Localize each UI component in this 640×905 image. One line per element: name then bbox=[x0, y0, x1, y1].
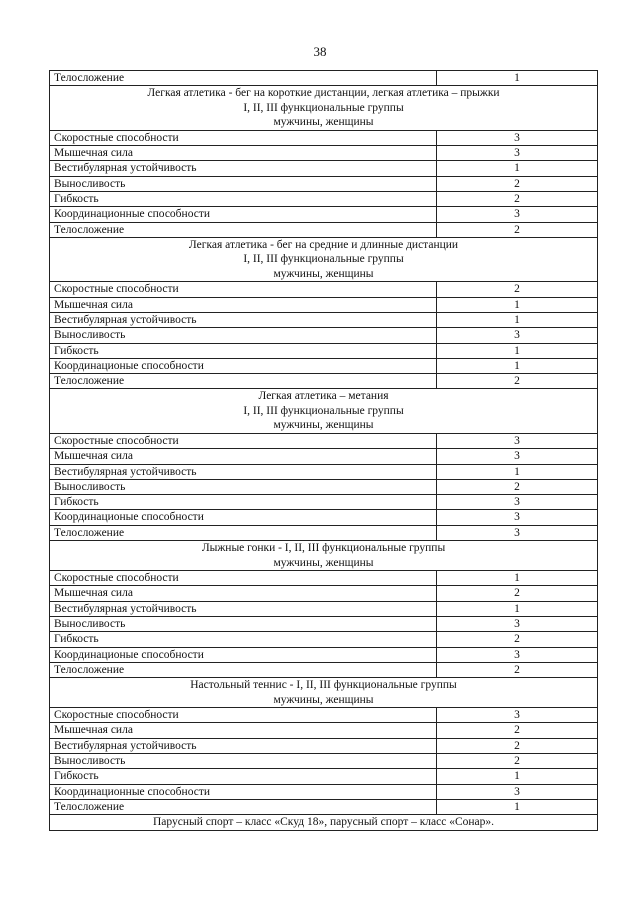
row-value: 3 bbox=[437, 510, 598, 525]
section-header-line: Лыжные гонки - I, II, III функциональные группы bbox=[201, 542, 446, 555]
row-value: 3 bbox=[437, 784, 598, 799]
table-row bbox=[50, 708, 598, 723]
table-row bbox=[50, 525, 598, 540]
footer-row bbox=[50, 815, 598, 831]
sport-abilities-table bbox=[49, 70, 598, 831]
row-value: 3 bbox=[437, 433, 598, 448]
table-row bbox=[50, 358, 598, 373]
table-row bbox=[50, 586, 598, 601]
table-row bbox=[50, 601, 598, 616]
table-row bbox=[50, 738, 598, 753]
row-label: Выносливость bbox=[50, 479, 437, 494]
row-label: Скоростные способности bbox=[50, 282, 437, 297]
row-value: 1 bbox=[437, 161, 598, 176]
row-label: Координационые способности bbox=[50, 647, 437, 662]
row-label: Выносливость bbox=[50, 616, 437, 631]
row-value: 2 bbox=[437, 632, 598, 647]
row-label: Скоростные способности bbox=[50, 571, 437, 586]
row-label: Скоростные способности bbox=[50, 708, 437, 723]
row-value: 3 bbox=[437, 525, 598, 540]
table-row bbox=[50, 464, 598, 479]
row-value: 1 bbox=[437, 71, 598, 86]
section-header-row bbox=[50, 237, 598, 282]
row-value: 3 bbox=[437, 328, 598, 343]
page-number: 38 bbox=[313, 44, 327, 59]
table-row bbox=[50, 479, 598, 494]
table-row bbox=[50, 130, 598, 145]
table-row bbox=[50, 723, 598, 738]
row-value: 2 bbox=[437, 662, 598, 677]
table-row bbox=[50, 312, 598, 327]
table-row bbox=[50, 571, 598, 586]
row-label: Гибкость bbox=[50, 495, 437, 510]
row-value: 3 bbox=[437, 647, 598, 662]
section-header-row bbox=[50, 86, 598, 131]
table-row bbox=[50, 176, 598, 191]
row-value: 2 bbox=[437, 191, 598, 206]
row-value: 3 bbox=[437, 130, 598, 145]
table-row bbox=[50, 343, 598, 358]
row-value: 1 bbox=[437, 601, 598, 616]
section-header-line: I, II, III функциональные группы bbox=[243, 404, 404, 417]
section-header bbox=[50, 389, 598, 434]
row-value: 1 bbox=[437, 343, 598, 358]
row-value: 3 bbox=[437, 449, 598, 464]
row-label: Гибкость bbox=[50, 191, 437, 206]
section-header-line: I, II, III функциональные группы bbox=[243, 101, 404, 114]
row-value: 1 bbox=[437, 312, 598, 327]
table-row bbox=[50, 297, 598, 312]
table-row bbox=[50, 510, 598, 525]
row-label: Вестибулярная устойчивость bbox=[50, 161, 437, 176]
row-value: 1 bbox=[437, 297, 598, 312]
table-row bbox=[50, 328, 598, 343]
table-row bbox=[50, 495, 598, 510]
row-value: 1 bbox=[437, 769, 598, 784]
row-label: Телосложение bbox=[50, 525, 437, 540]
section-header-line: мужчины, женщины bbox=[273, 419, 374, 432]
section-header-line: Настольный теннис - I, II, III функциональные группы bbox=[190, 679, 457, 692]
section-header-line: мужчины, женщины bbox=[273, 267, 374, 280]
row-value: 2 bbox=[437, 222, 598, 237]
table-row bbox=[50, 222, 598, 237]
row-label: Мышечная сила bbox=[50, 723, 437, 738]
row-label: Скоростные способности bbox=[50, 130, 437, 145]
section-header-row bbox=[50, 678, 598, 708]
table-row bbox=[50, 161, 598, 176]
row-label: Мышечная сила bbox=[50, 449, 437, 464]
table-row bbox=[50, 754, 598, 769]
row-label: Вестибулярная устойчивость bbox=[50, 601, 437, 616]
section-header-row bbox=[50, 389, 598, 434]
row-value: 1 bbox=[437, 358, 598, 373]
table-body bbox=[50, 71, 598, 831]
row-label: Координационые способности bbox=[50, 358, 437, 373]
section-header bbox=[50, 86, 598, 131]
footer-text: Парусный спорт – класс «Скуд 18», парусный спорт – класс «Сонар». bbox=[50, 815, 598, 831]
row-value: 3 bbox=[437, 616, 598, 631]
row-value: 2 bbox=[437, 723, 598, 738]
row-value: 2 bbox=[437, 282, 598, 297]
section-header bbox=[50, 541, 598, 571]
section-header-row bbox=[50, 541, 598, 571]
row-label: Телосложение bbox=[50, 374, 437, 389]
section-header-line: мужчины, женщины bbox=[273, 693, 374, 706]
table-row bbox=[50, 647, 598, 662]
row-value: 2 bbox=[437, 586, 598, 601]
row-label: Гибкость bbox=[50, 632, 437, 647]
section-header-line: мужчины, женщины bbox=[273, 556, 374, 569]
section-header bbox=[50, 678, 598, 708]
row-label: Скоростные способности bbox=[50, 433, 437, 448]
row-label: Вестибулярная устойчивость bbox=[50, 738, 437, 753]
row-label: Координационные способности bbox=[50, 207, 437, 222]
row-value: 3 bbox=[437, 495, 598, 510]
row-label: Мышечная сила bbox=[50, 146, 437, 161]
table-row bbox=[50, 662, 598, 677]
row-label: Вестибулярная устойчивость bbox=[50, 312, 437, 327]
table-row bbox=[50, 784, 598, 799]
row-label: Мышечная сила bbox=[50, 586, 437, 601]
row-label: Телосложение bbox=[50, 662, 437, 677]
row-label: Гибкость bbox=[50, 343, 437, 358]
table-row bbox=[50, 769, 598, 784]
row-value: 2 bbox=[437, 176, 598, 191]
row-value: 1 bbox=[437, 464, 598, 479]
row-value: 2 bbox=[437, 479, 598, 494]
row-label: Телосложение bbox=[50, 799, 437, 814]
section-header-line: Легкая атлетика – метания bbox=[258, 390, 389, 403]
table-row bbox=[50, 282, 598, 297]
row-value: 3 bbox=[437, 708, 598, 723]
row-value: 2 bbox=[437, 738, 598, 753]
table-row bbox=[50, 191, 598, 206]
row-value: 3 bbox=[437, 207, 598, 222]
row-label: Вестибулярная устойчивость bbox=[50, 464, 437, 479]
row-label: Мышечная сила bbox=[50, 297, 437, 312]
section-header-line: мужчины, женщины bbox=[273, 116, 374, 129]
table-row bbox=[50, 374, 598, 389]
table-row bbox=[50, 433, 598, 448]
row-value: 1 bbox=[437, 571, 598, 586]
table-row bbox=[50, 449, 598, 464]
table-row bbox=[50, 207, 598, 222]
row-value: 2 bbox=[437, 754, 598, 769]
table-row bbox=[50, 71, 598, 86]
row-label: Телосложение bbox=[50, 222, 437, 237]
row-label: Телосложение bbox=[50, 71, 437, 86]
row-label: Выносливость bbox=[50, 176, 437, 191]
row-value: 3 bbox=[437, 146, 598, 161]
table-row bbox=[50, 616, 598, 631]
table-row bbox=[50, 632, 598, 647]
row-value: 2 bbox=[437, 374, 598, 389]
section-header-line: Легкая атлетика - бег на средние и длинные дистанции bbox=[188, 238, 459, 251]
section-header-line: Легкая атлетика - бег на короткие дистанции, легкая атлетика – прыжки bbox=[147, 87, 500, 100]
row-label: Гибкость bbox=[50, 769, 437, 784]
table-row bbox=[50, 146, 598, 161]
row-value: 1 bbox=[437, 799, 598, 814]
row-label: Выносливость bbox=[50, 328, 437, 343]
section-header-line: I, II, III функциональные группы bbox=[243, 253, 404, 266]
section-header bbox=[50, 237, 598, 282]
table-row bbox=[50, 799, 598, 814]
row-label: Координационные способности bbox=[50, 784, 437, 799]
row-label: Выносливость bbox=[50, 754, 437, 769]
row-label: Координационые способности bbox=[50, 510, 437, 525]
